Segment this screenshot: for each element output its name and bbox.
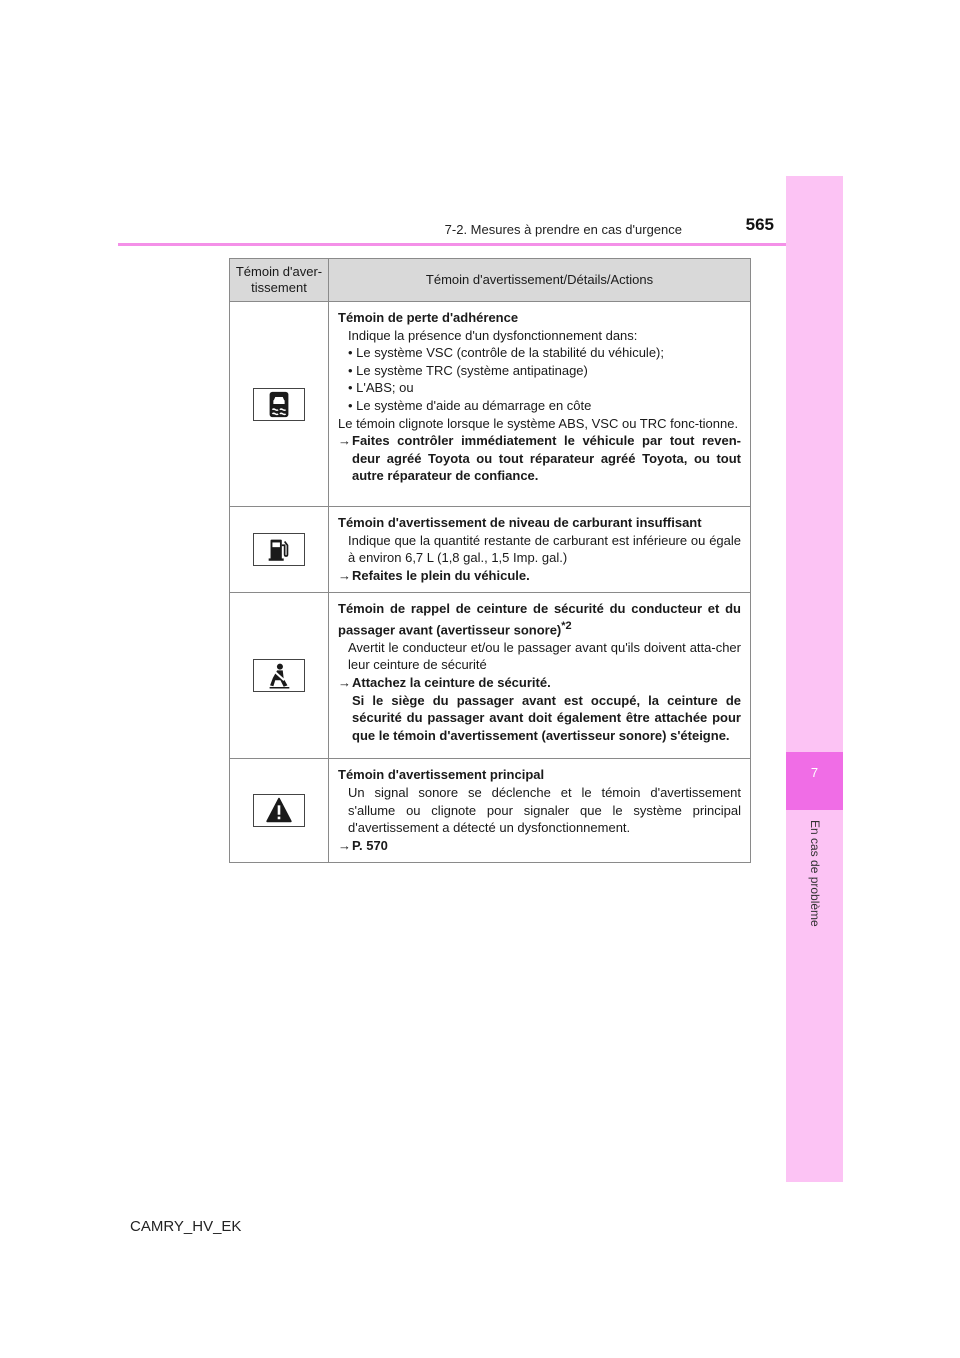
seatbelt-icon — [253, 659, 305, 692]
table-row — [230, 593, 751, 759]
warning-action: → Refaites le plein du véhicule. — [338, 567, 530, 583]
chapter-title: En cas de problème — [808, 820, 822, 927]
bullet-item: • L'ABS; ou — [348, 380, 414, 396]
warning-lights-table — [229, 258, 751, 863]
warning-title: Témoin d'avertissement de niveau de carburant insuffisant — [338, 515, 702, 530]
warning-intro: Indique la présence d'un dysfonctionnement dans: — [348, 327, 638, 343]
warning-action-detail: Si le siège du passager avant est occupé, la ceinture de sécurité du passager avant doit également être attachée pour que le témoin d'avertissement (avertisseur sonore) s'éteigne. — [352, 692, 741, 743]
page-number: 565 — [745, 215, 774, 234]
slip-indicator-icon — [253, 388, 305, 421]
warning-note: Le témoin clignote lorsque le système ABS, VSC ou TRC fonc-tionne. — [338, 415, 739, 431]
bullet-item: • Le système d'aide au démarrage en côte — [348, 397, 592, 413]
master-warning-icon — [253, 794, 305, 827]
chapter-side-tab — [786, 176, 843, 1182]
section-title: 7-2. Mesures à prendre en cas d'urgence — [444, 222, 682, 237]
warning-title: Témoin de rappel de ceinture de sécurité du conducteur et du passager avant (avertisseur sonore)$^{*2}$ — [338, 601, 741, 638]
warning-title: Témoin d'avertissement principal — [338, 767, 545, 783]
chapter-number: 7 — [810, 765, 819, 780]
warning-text: Un signal sonore se déclenche et le témoin d'avertissement s'allume ou clignote pour signaler que le système principal d'avertissement a détecté un dysfonctionnement. — [348, 784, 741, 836]
header-rule — [118, 243, 786, 246]
bullet-item: • Le système VSC (contrôle de la stabilité du véhicule); — [348, 345, 664, 361]
warning-title: Témoin de perte d'adhérence — [338, 310, 519, 325]
warning-action: → Faites contrôler immédiatement le véhicule par tout reven-deur agréé Toyota ou tout réparateur agréé Toyota, ou tout autre réparateur de confiance. — [338, 433, 741, 484]
warning-text: Avertit le conducteur et/ou le passager avant qu'ils doivent atta-cher leur ceinture de sécurité — [348, 639, 741, 673]
table-row — [230, 302, 751, 507]
table-row — [230, 507, 751, 593]
footnote-marker: *2 — [561, 619, 572, 632]
warning-text: Indique que la quantité restante de carburant est inférieure ou égale à environ 6,7 L (1,8 gal., 1,5 Imp. gal.) — [348, 532, 741, 566]
document-code: CAMRY_HV_EK — [130, 1218, 242, 1235]
page-reference-link[interactable]: → P. 570 — [338, 837, 388, 853]
fuel-pump-icon — [253, 533, 305, 566]
warning-action: → Attachez la ceinture de sécurité. — [338, 675, 551, 691]
column-header-icon: Témoin d'aver-tissement — [230, 259, 329, 302]
table-header-row — [230, 259, 751, 302]
table-row — [230, 759, 751, 863]
chapter-tab-active[interactable] — [786, 752, 843, 810]
bullet-item: • Le système TRC (système antipatinage) — [348, 362, 588, 378]
column-header-details: Témoin d'avertissement/Détails/Actions — [329, 259, 751, 302]
